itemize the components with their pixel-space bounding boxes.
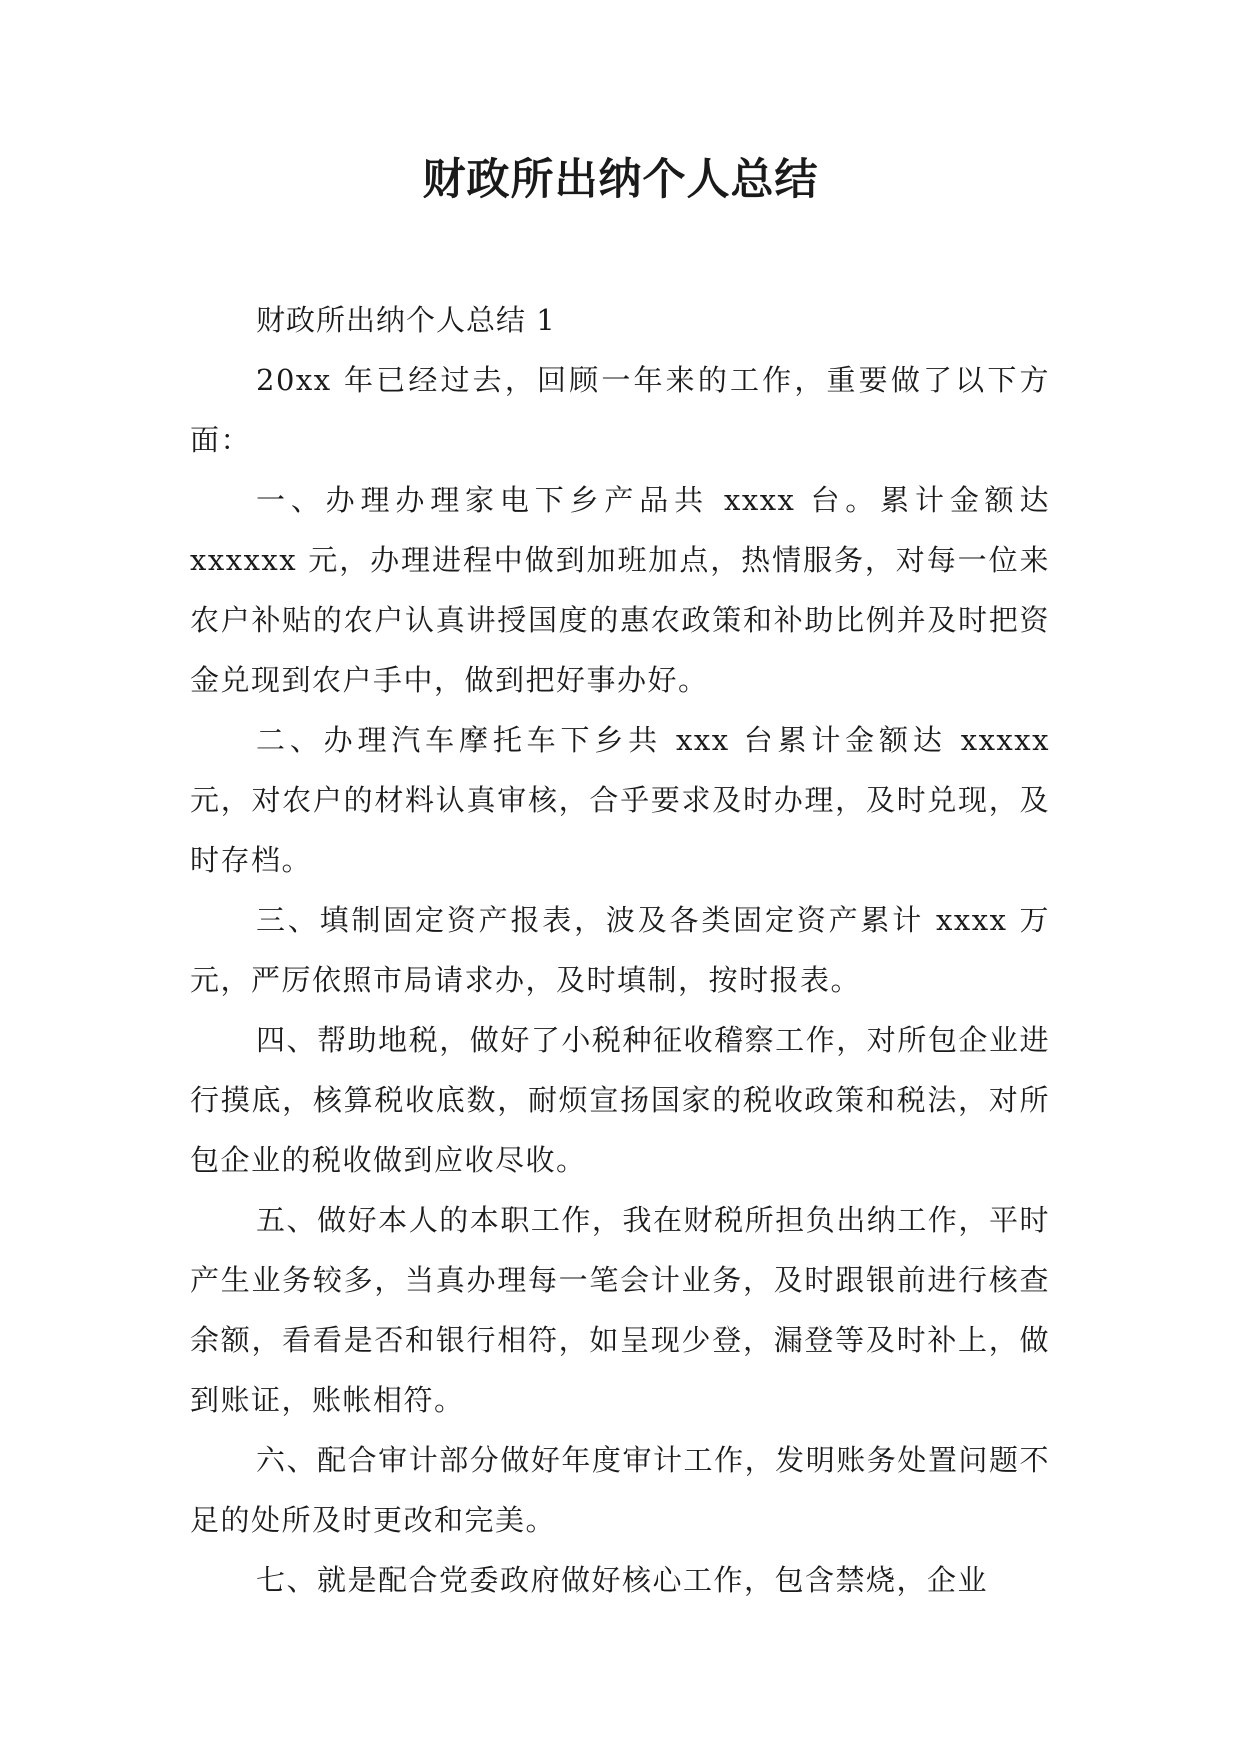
paragraph-item-7: 七、就是配合党委政府做好核心工作，包含禁烧，企业 <box>256 1563 989 1597</box>
paragraph-intro: 20xx 年已经过去，回顾一年来的工作，重要做了以下方面： <box>190 363 1050 457</box>
paragraph-item-2: 二、办理汽车摩托车下乡共 xxx 台累计金额达 xxxxx 元，对农户的材料认真审核，合乎要求及时办理，及时兑现，及时存档。 <box>190 723 1050 877</box>
paragraph-item-4: 四、帮助地税，做好了小税种征收稽察工作，对所包企业进行摸底，核算税收底数，耐烦宣扬国家的税收政策和税法，对所包企业的税收做到应收尽收。 <box>190 1023 1050 1177</box>
document-body <box>190 290 1050 1610</box>
paragraph-item-5: 五、做好本人的本职工作，我在财税所担负出纳工作，平时产生业务较多，当真办理每一笔会计业务，及时跟银前进行核查余额，看看是否和银行相符，如呈现少登，漏登等及时补上，做到账证，账帐相符。 <box>190 1203 1050 1417</box>
paragraph-item-1: 一、办理办理家电下乡产品共 xxxx 台。累计金额达 xxxxxx 元，办理进程中做到加班加点，热情服务，对每一位来农户补贴的农户认真讲授国度的惠农政策和补助比例并及时把资金兑现到农户手中，做到把好事办好。 <box>190 483 1050 697</box>
section-heading: 财政所出纳个人总结 1 <box>256 303 556 337</box>
paragraph-item-3: 三、填制固定资产报表，波及各类固定资产累计 xxxx 万元，严厉依照市局请求办，及时填制，按时报表。 <box>190 903 1050 997</box>
paragraph-item-6: 六、配合审计部分做好年度审计工作，发明账务处置问题不足的处所及时更改和完美。 <box>190 1443 1050 1537</box>
document-title: 财政所出纳个人总结 <box>422 155 819 205</box>
